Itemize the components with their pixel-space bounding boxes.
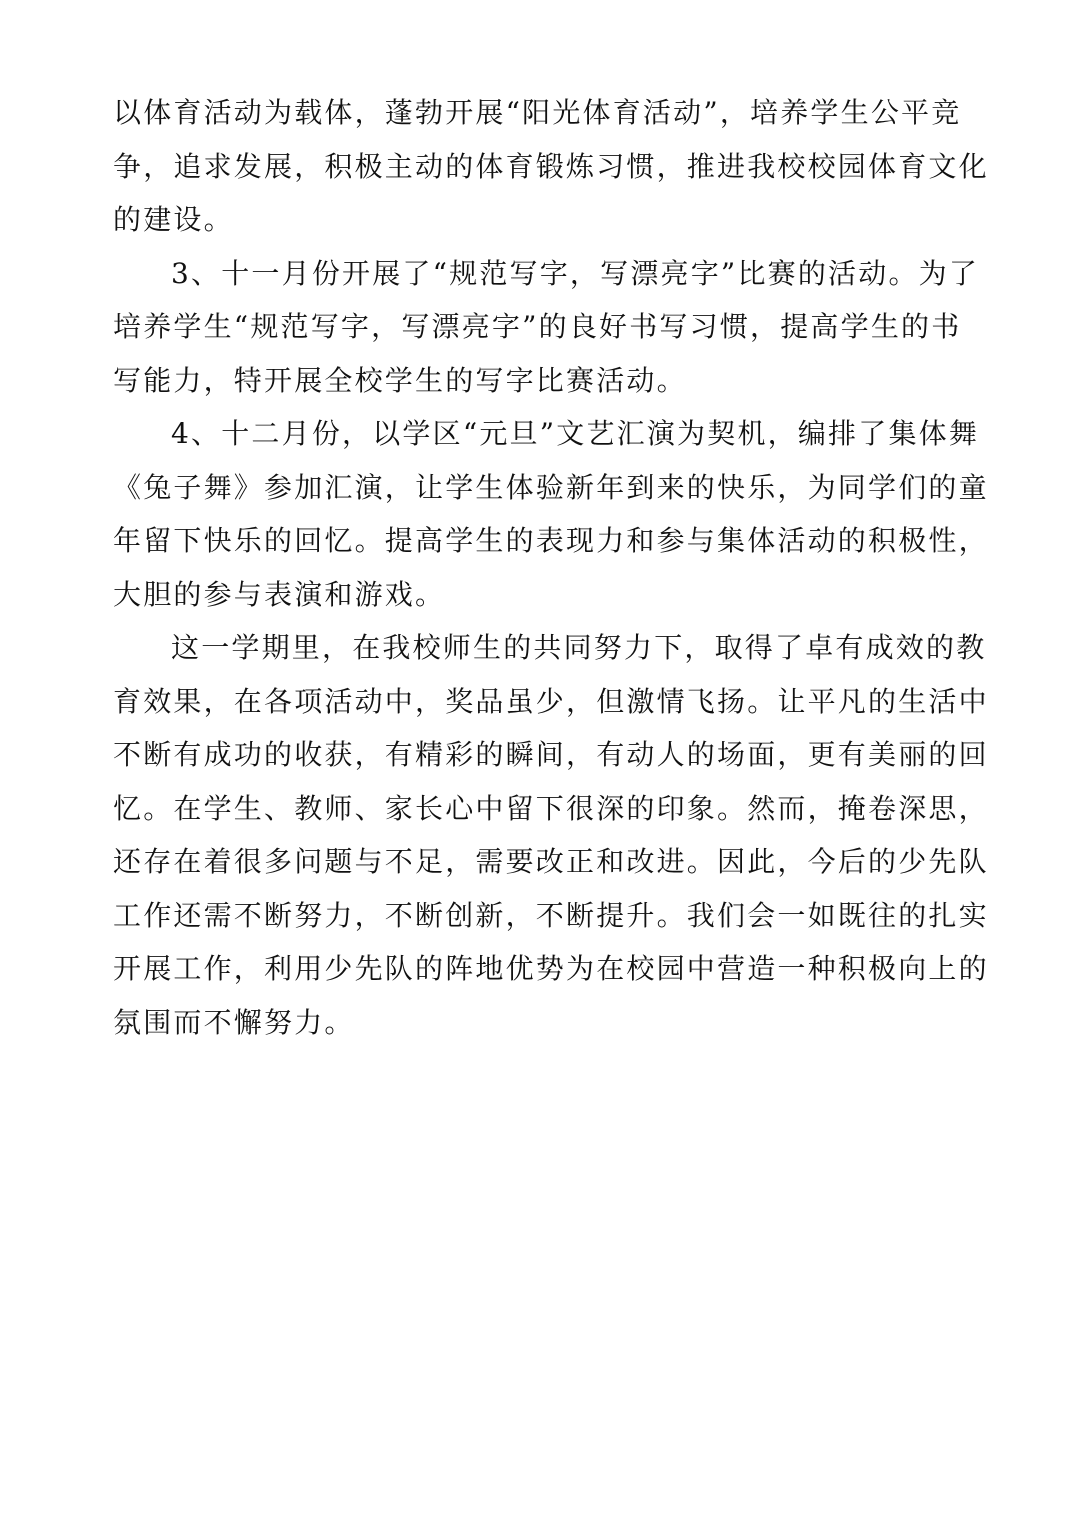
paragraph-line: 开展工作，利用少先队的阵地优势为在校园中营造一种积极向上的 bbox=[113, 952, 989, 985]
paragraph-line: 争，追求发展，积极主动的体育锻炼习惯，推进我校校园体育文化 bbox=[113, 149, 989, 183]
paragraph-line: 育效果，在各项活动中，奖品虽少，但激情飞扬。让平凡的生活中 bbox=[113, 684, 989, 718]
paragraph-4 bbox=[113, 621, 989, 1049]
paragraph-line: 3、十一月份开展了“规范写字，写漂亮字”比赛的活动。为了 bbox=[171, 256, 980, 290]
paragraph-1 bbox=[113, 86, 989, 247]
paragraph-line: 忆。在学生、教师、家长心中留下很深的印象。然而，掩卷深思， bbox=[113, 791, 989, 825]
paragraph-2 bbox=[113, 247, 980, 408]
paragraph-line: 不断有成功的收获，有精彩的瞬间，有动人的场面，更有美丽的回 bbox=[113, 738, 989, 771]
paragraph-line: 的建设。 bbox=[113, 203, 234, 236]
paragraph-3 bbox=[113, 407, 989, 621]
paragraph-line: 这一学期里，在我校师生的共同努力下，取得了卓有成效的教 bbox=[171, 631, 987, 664]
paragraph-line: 年留下快乐的回忆。提高学生的表现力和参与集体活动的积极性， bbox=[113, 524, 989, 557]
paragraph-line: 培养学生“规范写字，写漂亮字”的良好书写习惯，提高学生的书 bbox=[113, 310, 962, 343]
paragraph-line: 《兔子舞》参加汇演，让学生体验新年到来的快乐，为同学们的童 bbox=[113, 470, 989, 504]
paragraph-line: 大胆的参与表演和游戏。 bbox=[113, 577, 446, 611]
paragraph-line: 以体育活动为载体，蓬勃开展“阳光体育活动”，培养学生公平竞 bbox=[113, 96, 962, 129]
paragraph-line: 4、十二月份，以学区“元旦”文艺汇演为契机，编排了集体舞 bbox=[171, 417, 980, 450]
document-body bbox=[113, 86, 989, 1049]
paragraph-line: 写能力，特开展全校学生的写字比赛活动。 bbox=[113, 363, 687, 397]
paragraph-line: 氛围而不懈努力。 bbox=[113, 1005, 355, 1039]
paragraph-line: 工作还需不断努力，不断创新，不断提升。我们会一如既往的扎实 bbox=[113, 898, 989, 932]
paragraph-line: 还存在着很多问题与不足，需要改正和改进。因此，今后的少先队 bbox=[113, 845, 989, 878]
